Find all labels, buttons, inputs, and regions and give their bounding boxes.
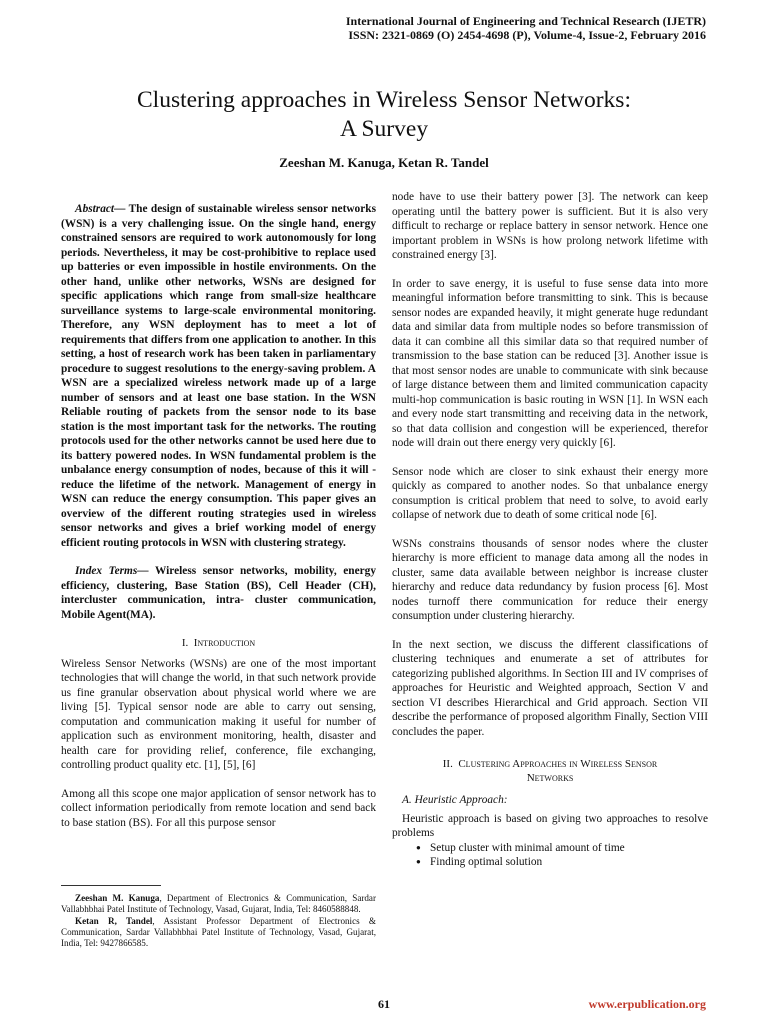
index-terms	[61, 564, 376, 622]
index-terms-label: Index Terms—	[75, 565, 149, 577]
authors: Zeeshan M. Kanuga, Ketan R. Tandel	[279, 155, 489, 170]
section-2-heading: II. Clustering Approaches in Wireless Sensor Networks	[442, 758, 658, 784]
website-link[interactable]: www.erpublication.org	[588, 997, 706, 1011]
right-paragraph-5: In the next section, we discuss the different classifications of clustering techniques and enumerate a set of attributes for categorizing published algorithms. In Section III and IV comprises of approaches for Heuristic and Weighted approach, Section V and section VI describes Hierarchical and Grid approach. Section VII describe the performance of proposed algorithm Finally, Section VIII concludes the paper.	[392, 638, 708, 738]
right-paragraph-1: node have to use their battery power [3]. The network can keep operating until the battery power is sufficient. But it is also very difficult to recharge or replace battery in sensor network. Hence one important problem in WSNs is how prolong network lifetime with constrained energy [3].	[392, 191, 708, 261]
title-line-1: Clustering approaches in Wireless Sensor Networks:	[137, 87, 631, 113]
section-1-heading: I. Introduction	[181, 637, 256, 649]
list-item: ● Setup cluster with minimal amount of time	[392, 841, 708, 856]
abstract-text: The design of sustainable wireless sensor networks (WSN) is a very challenging issue. On the single hand, energy constrained sensors are required to work autonomously for long periods. Nevertheless, it may be cost-prohibitive to replace used up batteries or even impossible in hostile environments. On the other hand, unlike other networks, WSNs are designed for specific applications which range from small-size healthcare surveillance systems to large-scale environmental monitoring. Therefore, any WSN deployment has to meet a lot of requirements that differs from one application to another. In this setting, a host of research work has been taken in parliamentary procedure to suggest resolutions to the energy-saving problem. A WSN are a specialized wireless network made up of a large number of sensors and at least one base station. In the WSN Reliable routing of packets from the sensor node to its base station is the most important task for the networks. The routing protocols used for the other networks cannot be used here due to its battery powered nodes. In WSN fundamental problem is the unbalance energy consumption of nodes, because of this it will -reduce the lifetime of the network. Management of energy in WSN can reduce the energy consumption. This paper gives an overview of the different routing strategies used in wireless sensor networks and gives a brief working model of energy efficient routing protocols in WSN with clustering strategy.	[61, 203, 376, 549]
journal-name: International Journal of Engineering and Technical Research (IJETR)	[345, 14, 706, 28]
footnotes	[61, 893, 376, 949]
footnote-divider	[61, 885, 161, 886]
abstract-label: Abstract—	[75, 203, 126, 215]
journal-header	[346, 14, 706, 42]
subsection-a-heading: A. Heuristic Approach:	[402, 794, 508, 806]
heuristic-paragraph: Heuristic approach is based on giving two approaches to resolve problems	[392, 812, 708, 839]
heuristic-bullet-list	[392, 841, 708, 870]
page-number: 61	[378, 997, 390, 1011]
paper-title	[40, 86, 728, 144]
intro-paragraph-1: Wireless Sensor Networks (WSNs) are one of the most important technologies that will change the world, in that such network provide us fine granular observation about physical world where we are living [5]. Typical sensor node are able to carry out sensing, computation and communication making it useful for number of application such as environment monitoring, health, disaster and health care for providing relief, conference, file exchanging, controlling product quality etc. [1], [5], [6]	[61, 657, 376, 771]
abstract	[61, 202, 376, 550]
left-column	[61, 202, 376, 830]
right-column	[392, 190, 708, 870]
footnote-1: Zeeshan M. Kanuga, Department of Electronics & Communication, Sardar Vallabhbhai Patel Institute of Technology, Vasad, Gujarat, India, Tel: 8460588848.	[61, 893, 377, 915]
index-terms-text: Wireless sensor networks, mobility, energy efficiency, clustering, Base Station (BS), Cell Header (CH), intercluster communication, intra- cluster communication, Mobile Agent(MA).	[61, 565, 377, 621]
footnote-2: Ketan R, Tandel, Assistant Professor Department of Electronics & Communication, Sardar Vallabhbhai Patel Institute of Technology, Vasad, Gujarat, India, Tel: 9427866585.	[61, 915, 376, 949]
intro-paragraph-2: Among all this scope one major application of sensor network has to collect information periodically from remote location and send back to base station (BS). For all this purpose sensor	[61, 787, 376, 829]
right-paragraph-4: WSNs constrains thousands of sensor nodes where the cluster hierarchy is more efficient to manage data among all the nodes in cluster, same data available between neighbor is increase cluster hierarchy and reduce data redundancy by fusion process [6]. Most nodes turnoff there communication for reduce their energy consumption under clustering hierarchy.	[392, 537, 708, 622]
journal-issn: ISSN: 2321-0869 (O) 2454-4698 (P), Volume-4, Issue-2, February 2016	[348, 28, 706, 42]
title-line-2: A Survey	[339, 116, 429, 142]
list-item: ● Finding optimal solution	[392, 855, 708, 870]
right-paragraph-3: Sensor node which are closer to sink exhaust their energy more quickly as compared to another nodes. So that unbalance energy consumption is critical problem that need to solve, to avoid early collapse of network due to death of some critical node [6].	[392, 465, 708, 521]
right-paragraph-2: In order to save energy, it is useful to fuse sense data into more meaningful information before transmitting to sink. This is because sensor nodes are expanded heavily, it might generate huge redundant data and similar data from multiple nodes so before transmission of data it can combine all this similar data so that required number of transmission to the base station can be reduced [3]. Another issue is that most sensor nodes are unable to communicate with sink because of large distance between them and limited communication capacity multi-hop communication is basic routing in WSN [1]. In WSN each and every node start transmitting and receiving data in the network, so that data collision and congestion will be experienced, therefor node will drain out there energy very quickly [6].	[392, 277, 708, 449]
